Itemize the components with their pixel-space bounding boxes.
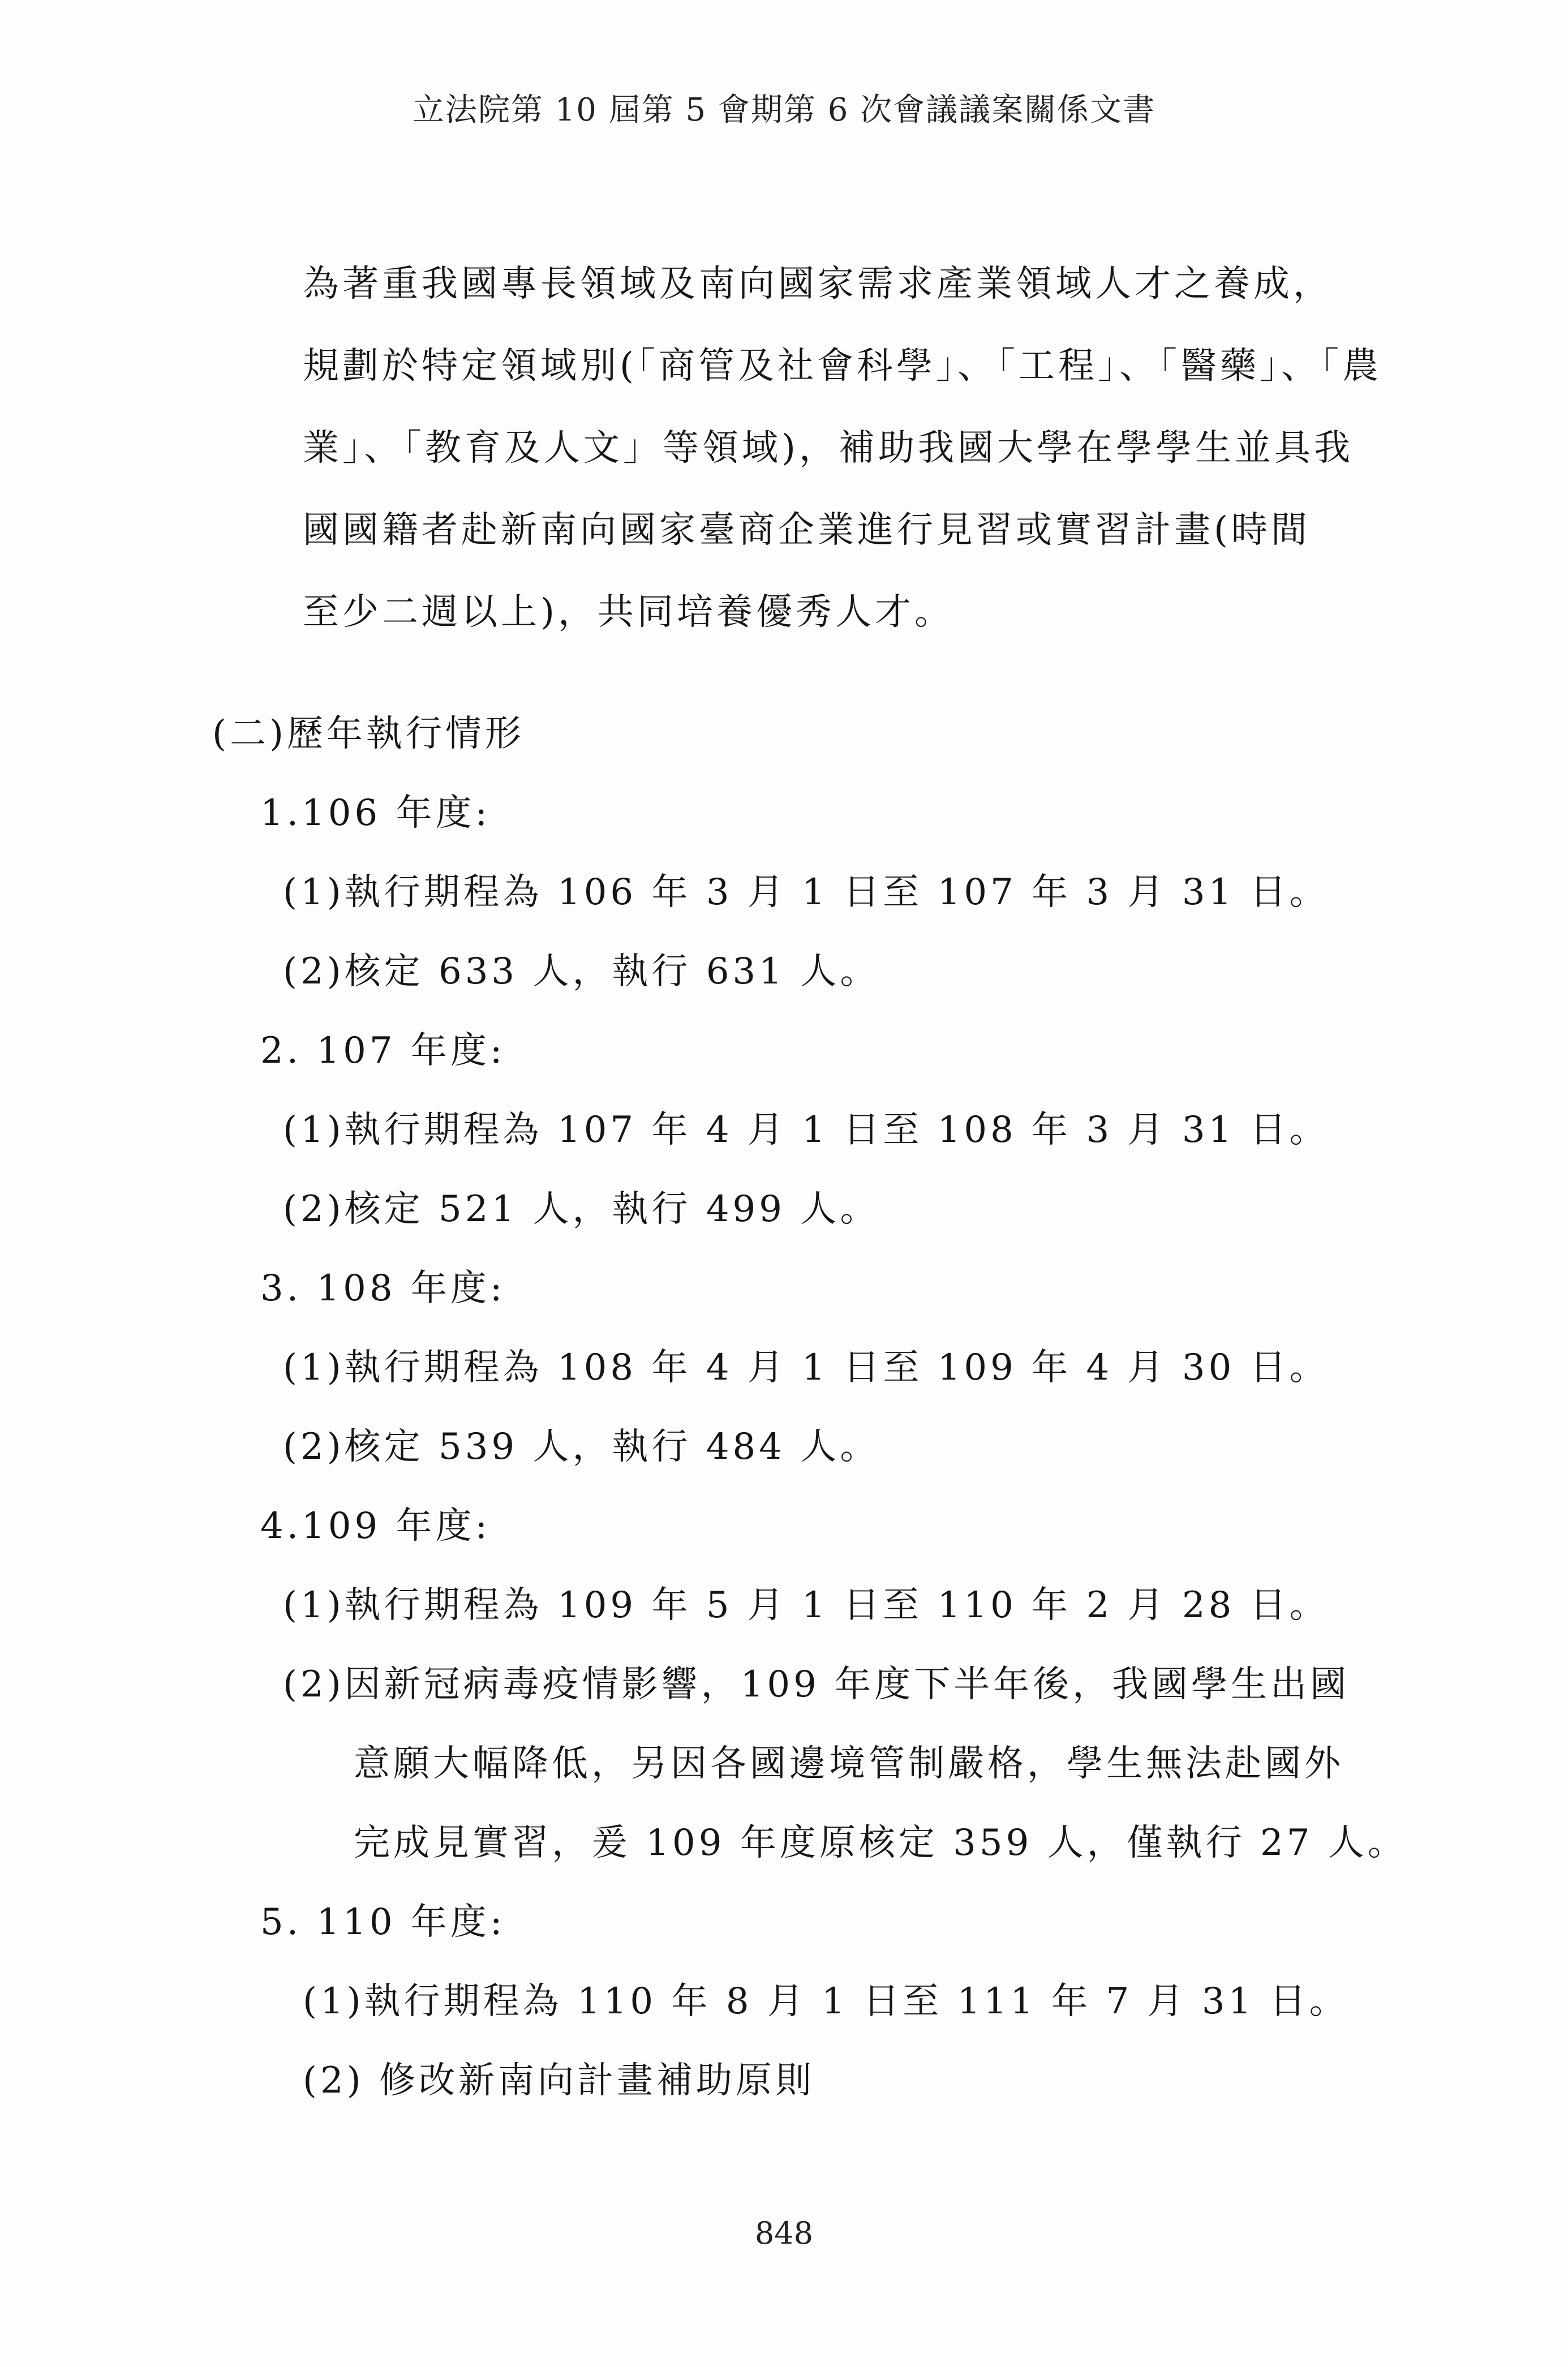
year-title: 1.106 年度: (260, 792, 491, 834)
intro-line: 至少二週以上)，共同培養優秀人才。 (303, 591, 954, 633)
intro-line: 為著重我國專長領域及南向國家需求產業領域人才之養成， (303, 263, 1333, 305)
year-title: 4.109 年度: (260, 1505, 491, 1547)
intro-line: 規劃於特定領域別(「商管及社會科學」、「工程」、「醫藥」、「農 (303, 345, 1382, 387)
year-item: (1)執行期程為 109 年 5 月 1 日至 110 年 2 月 28 日。 (283, 1584, 1329, 1626)
year-item: (2)核定 521 人，執行 499 人。 (283, 1188, 880, 1230)
year-item-continuation: 完成見實習，爰 109 年度原核定 359 人，僅執行 27 人。 (354, 1822, 1407, 1864)
document-header: 立法院第 10 屆第 5 會期第 6 次會議議案關係文書 (412, 92, 1156, 128)
year-item: (1)執行期程為 108 年 4 月 1 日至 109 年 4 月 30 日。 (283, 1347, 1329, 1389)
year-item-continuation: 意願大幅降低，另因各國邊境管制嚴格，學生無法赴國外 (354, 1743, 1344, 1785)
year-title: 5. 110 年度: (260, 1901, 506, 1943)
year-item: (2) 修改新南向計畫補助原則 (303, 2060, 815, 2102)
year-item: (2)核定 539 人，執行 484 人。 (283, 1426, 880, 1468)
year-title: 3. 108 年度: (260, 1268, 506, 1309)
year-item: (1)執行期程為 106 年 3 月 1 日至 107 年 3 月 31 日。 (283, 871, 1329, 913)
year-item: (1)執行期程為 107 年 4 月 1 日至 108 年 3 月 31 日。 (283, 1109, 1329, 1151)
year-item: (1)執行期程為 110 年 8 月 1 日至 111 年 7 月 31 日。 (303, 1981, 1349, 2022)
year-title: 2. 107 年度: (260, 1030, 506, 1072)
year-item: (2)因新冠病毒疫情影響，109 年度下半年後，我國學生出國 (283, 1664, 1350, 1706)
intro-line: 國國籍者赴新南向國家臺商企業進行見習或實習計畫(時間 (303, 509, 1311, 551)
year-item: (2)核定 633 人，執行 631 人。 (283, 951, 880, 993)
page-number: 848 (754, 2215, 814, 2251)
intro-line: 業」、「教育及人文」等領域)，補助我國大學在學學生並具我 (303, 427, 1354, 469)
section-heading: (二)歷年執行情形 (212, 713, 525, 755)
